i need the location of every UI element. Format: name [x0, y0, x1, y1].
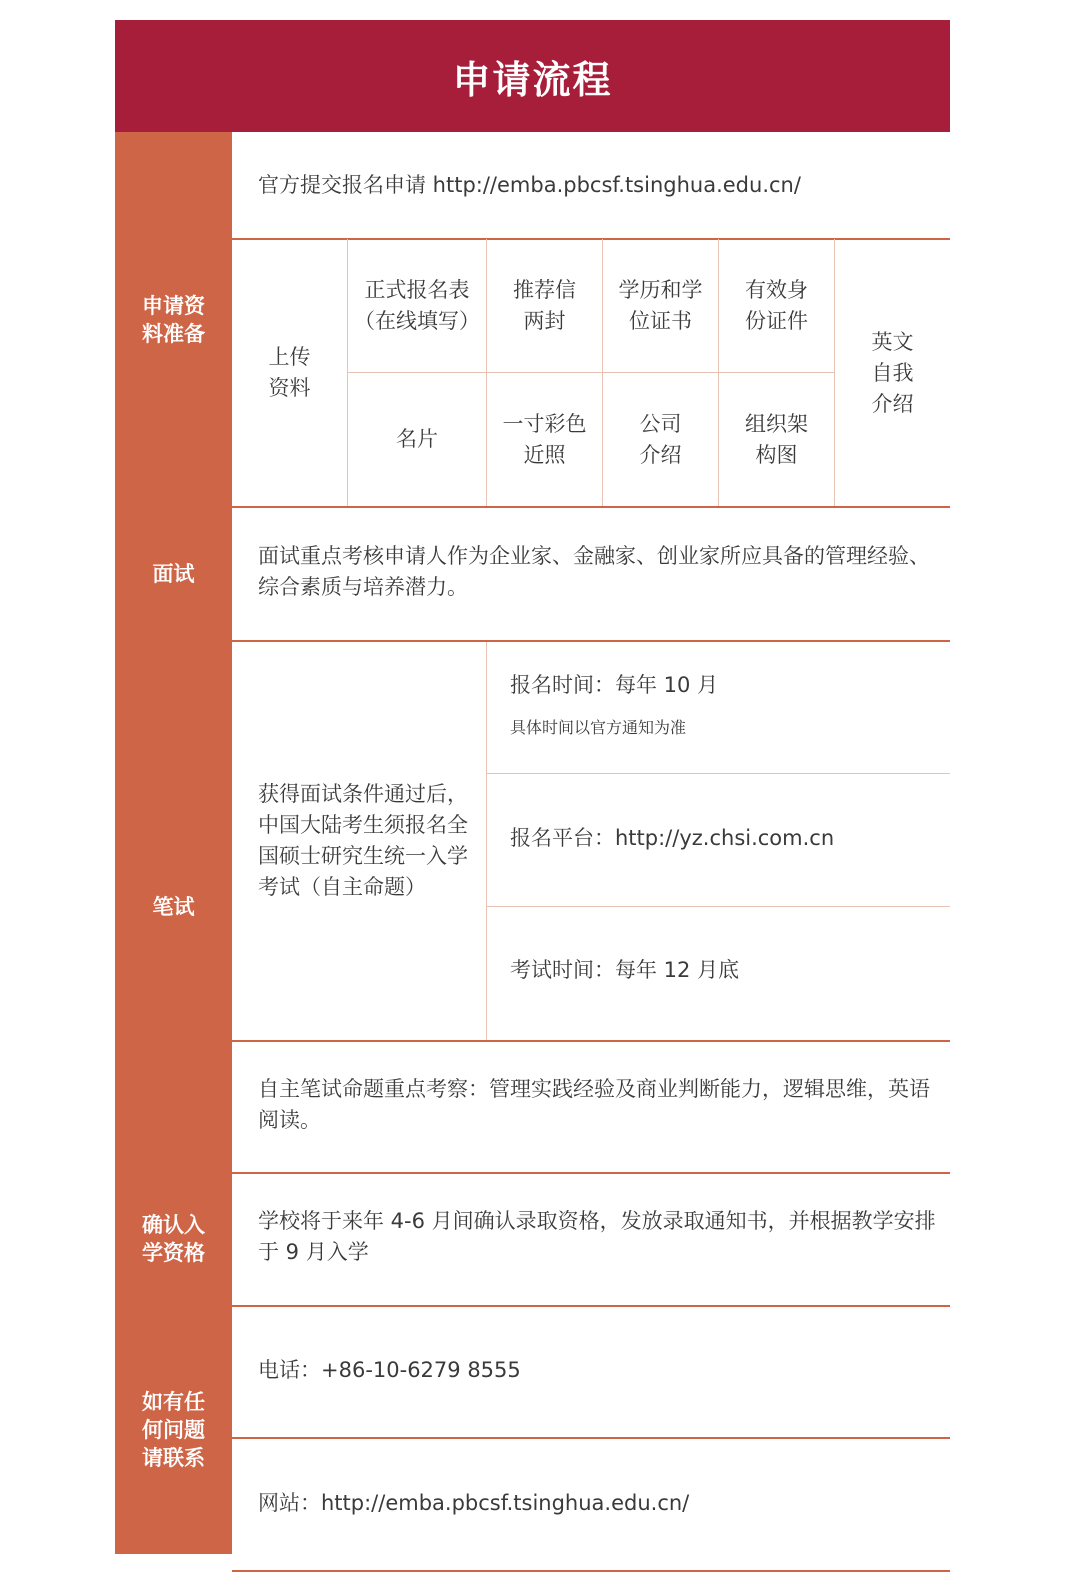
upload-label-text: 上传资料 — [268, 345, 311, 400]
side-label-written — [115, 641, 232, 1172]
upload-item-text: 学历和学位证书 — [618, 278, 703, 333]
page-title-text: 申请流程 — [452, 57, 613, 102]
written-exam-requirement-text: 获得面试条件通过后，中国大陆考生须报名全国硕士研究生统一入学考试（自主命题） — [258, 782, 468, 899]
divider — [232, 1570, 950, 1572]
exam-time: 考试时间：每年 12 月底 — [510, 958, 740, 982]
upload-item-text: 正式报名表（在线填写） — [354, 278, 480, 333]
upload-item-text: 组织架构图 — [745, 411, 808, 467]
side-label-prep-text: 申请资料准备 — [142, 293, 205, 346]
upload-item-text: 名片 — [396, 427, 438, 451]
side-label-admission — [115, 1172, 232, 1306]
upload-item — [487, 373, 602, 506]
upload-item — [719, 373, 834, 506]
submit-application-text: 官方提交报名申请 http://emba.pbcsf.tsinghua.edu.cn/ — [258, 173, 801, 197]
grid-line — [486, 642, 487, 1040]
upload-item-text: 英文自我介绍 — [871, 329, 914, 416]
registration-time: 报名时间：每年 10 月 — [510, 673, 719, 697]
side-label-admission-text: 确认入学资格 — [142, 1213, 205, 1265]
upload-item — [835, 240, 950, 506]
side-label-prep — [115, 132, 232, 507]
written-exam-requirement — [258, 642, 478, 1040]
side-label-contact — [115, 1306, 232, 1554]
interview-text: 面试重点考核申请人作为企业家、金融家、创业家所应具备的管理经验、综合素质与培养潜力。 — [258, 544, 930, 599]
admission-text: 学校将于来年 4-6 月间确认录取资格，发放录取通知书，并根据教学安排于 9 月入学 — [258, 1209, 936, 1264]
upload-item — [603, 373, 718, 506]
contact-phone: 电话：+86-10-6279 8555 — [258, 1358, 521, 1382]
divider — [232, 506, 950, 508]
upload-item — [348, 240, 486, 372]
upload-item-text: 有效身份证件 — [745, 278, 808, 333]
contact-website[interactable]: 网站：http://emba.pbcsf.tsinghua.edu.cn/ — [258, 1491, 690, 1515]
side-label-written-text: 笔试 — [152, 894, 195, 919]
divider — [232, 1040, 950, 1042]
upload-item — [348, 373, 486, 506]
side-label-contact-text: 如有任何问题请联系 — [142, 1390, 205, 1470]
grid-line — [486, 773, 950, 774]
divider — [232, 1305, 950, 1307]
divider — [232, 1172, 950, 1174]
written-exam-focus: 自主笔试命题重点考察：管理实践经验及商业判断能力，逻辑思维，英语阅读。 — [258, 1077, 930, 1132]
upload-item-text: 一寸彩色近照 — [502, 411, 587, 467]
side-label-interview-text: 面试 — [152, 562, 195, 586]
upload-label — [232, 240, 347, 506]
upload-item — [719, 240, 834, 372]
registration-time-note: 具体时间以官方通知为准 — [510, 718, 687, 737]
registration-platform: 报名平台：http://yz.chsi.com.cn — [510, 826, 835, 850]
upload-item-text: 推荐信两封 — [513, 278, 576, 333]
divider — [232, 1437, 950, 1439]
upload-item — [603, 240, 718, 372]
grid-line — [486, 906, 950, 907]
side-label-interview — [115, 507, 232, 641]
upload-item-text: 公司介绍 — [639, 411, 682, 467]
page-title — [115, 20, 950, 132]
upload-item — [487, 240, 602, 372]
